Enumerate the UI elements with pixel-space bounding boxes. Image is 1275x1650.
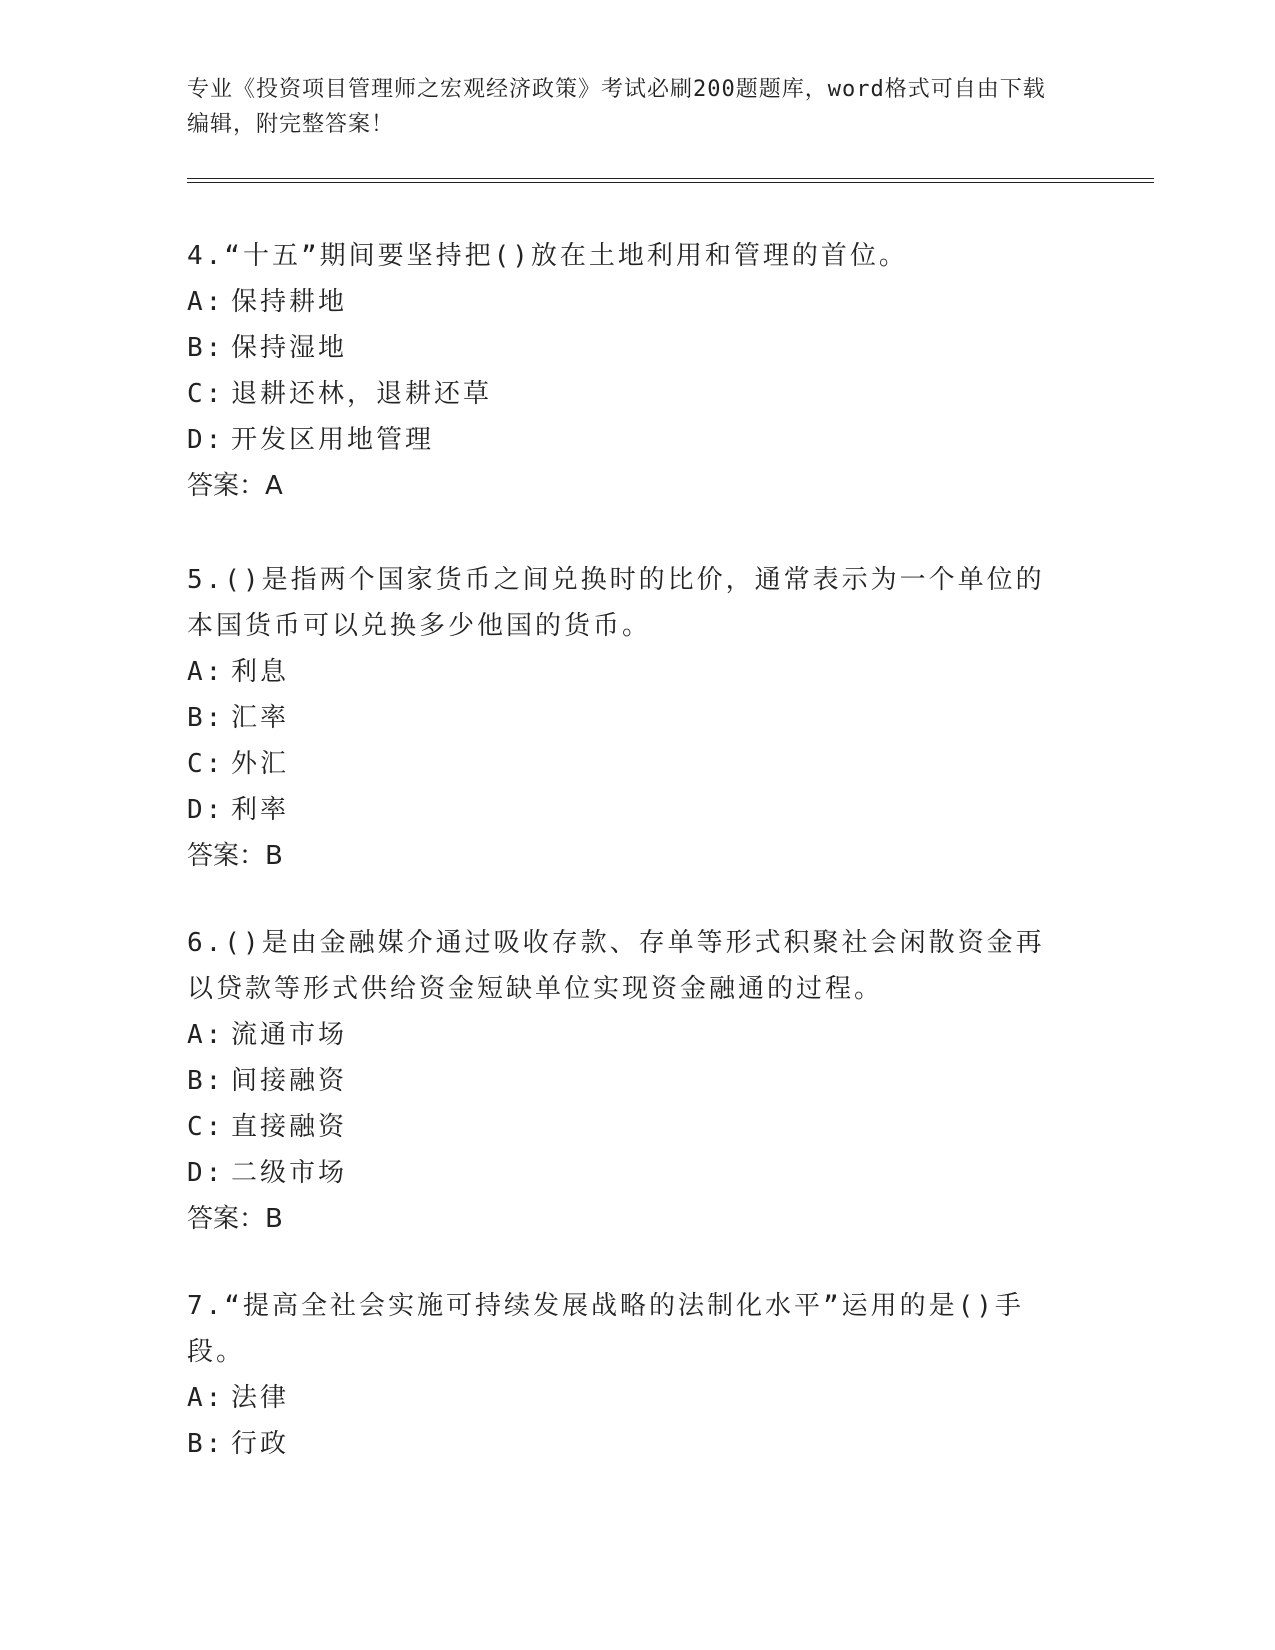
option-text: 二级市场 (231, 1158, 348, 1188)
option-a (187, 649, 1067, 695)
option-b (187, 1421, 1067, 1467)
option-d (187, 417, 1067, 463)
answer-line: 答案：B (187, 1204, 283, 1234)
document-header: 专业《投资项目管理师之宏观经济政策》考试必刷200题题库，word格式可自由下载编辑，附完整答案！ (187, 77, 1046, 137)
option-key: A: (187, 287, 225, 317)
question-4 (187, 233, 1067, 509)
option-key: D: (187, 425, 225, 455)
option-d (187, 1150, 1067, 1196)
option-text: 外汇 (231, 749, 290, 779)
option-text: 退耕还林，退耕还草 (231, 379, 493, 409)
option-text: 利率 (231, 795, 290, 825)
question-stem: 6.()是由金融媒介通过吸收存款、存单等形式积聚社会闲散资金再以贷款等形式供给资金短缺单位实现资金融通的过程。 (187, 928, 1045, 1004)
option-text: 利息 (231, 657, 290, 687)
question-7 (187, 1283, 1067, 1467)
option-b (187, 1058, 1067, 1104)
option-key: A: (187, 1020, 225, 1050)
option-key: B: (187, 333, 225, 363)
option-a (187, 279, 1067, 325)
option-a (187, 1375, 1067, 1421)
question-stem: 7.“提高全社会实施可持续发展战略的法制化水平”运用的是()手段。 (187, 1291, 1024, 1367)
option-b (187, 325, 1067, 371)
option-c (187, 741, 1067, 787)
question-stem: 4.“十五”期间要坚持把()放在土地利用和管理的首位。 (187, 241, 908, 271)
option-text: 行政 (231, 1429, 290, 1459)
option-key: D: (187, 1158, 225, 1188)
option-text: 保持耕地 (231, 287, 348, 317)
option-key: A: (187, 1383, 225, 1413)
answer-line: 答案：B (187, 841, 283, 871)
option-key: B: (187, 703, 225, 733)
option-text: 法律 (231, 1383, 290, 1413)
option-c (187, 371, 1067, 417)
question-6 (187, 920, 1067, 1242)
header-divider-bottom (187, 182, 1154, 183)
option-key: D: (187, 795, 225, 825)
answer-line: 答案：A (187, 471, 283, 501)
header-divider-top (187, 178, 1154, 179)
option-key: A: (187, 657, 225, 687)
option-a (187, 1012, 1067, 1058)
question-5 (187, 557, 1067, 879)
option-key: C: (187, 1112, 225, 1142)
option-key: C: (187, 379, 225, 409)
option-d (187, 787, 1067, 833)
option-key: C: (187, 749, 225, 779)
option-c (187, 1104, 1067, 1150)
option-text: 开发区用地管理 (231, 425, 435, 455)
question-stem: 5.()是指两个国家货币之间兑换时的比价，通常表示为一个单位的本国货币可以兑换多少他国的货币。 (187, 565, 1045, 641)
option-text: 保持湿地 (231, 333, 348, 363)
option-key: B: (187, 1066, 225, 1096)
option-text: 流通市场 (231, 1020, 348, 1050)
option-key: B: (187, 1429, 225, 1459)
option-text: 直接融资 (231, 1112, 348, 1142)
option-text: 汇率 (231, 703, 290, 733)
option-text: 间接融资 (231, 1066, 348, 1096)
option-b (187, 695, 1067, 741)
